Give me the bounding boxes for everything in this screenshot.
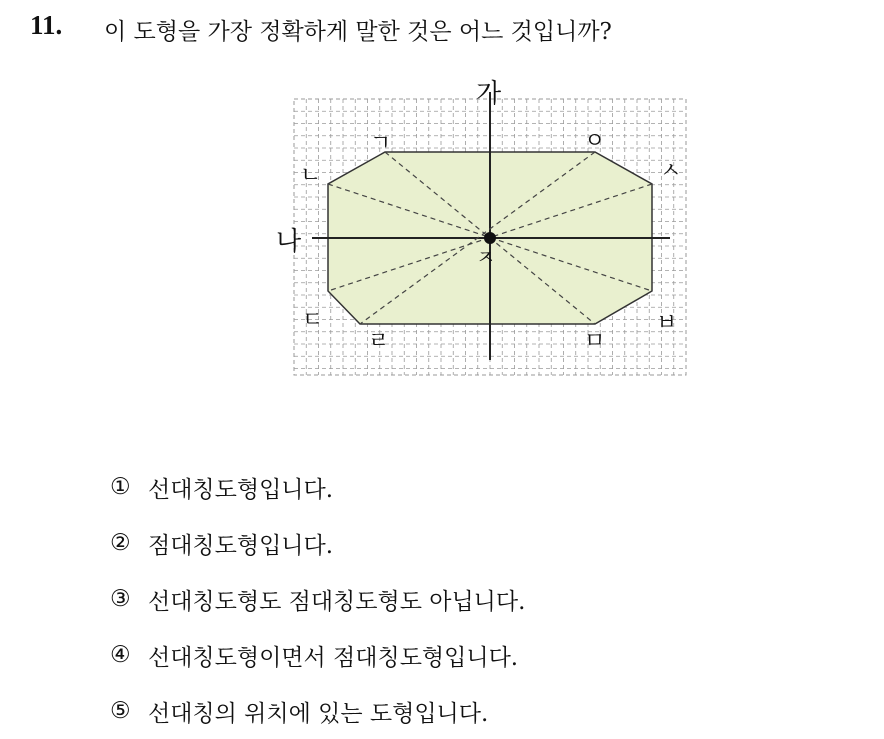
vertex-label-giyeok: ㄱ [370, 131, 392, 156]
choice-1[interactable] [110, 459, 525, 515]
center-point [484, 232, 496, 244]
choice-3[interactable] [110, 571, 525, 627]
vertex-label-siot: ㅅ [660, 159, 682, 184]
choice-2[interactable] [110, 515, 525, 571]
question-text: 이 도형을 가장 정확하게 말한 것은 어느 것입니까? [104, 19, 612, 45]
choice-2-marker: ② [110, 530, 131, 556]
vertex-label-ieung: ㅇ [584, 129, 606, 154]
choice-1-marker: ① [110, 474, 131, 500]
choice-3-marker: ③ [110, 586, 131, 612]
choice-1-text: 선대칭도형입니다. [148, 476, 334, 503]
answer-choices [110, 459, 525, 739]
vertex-label-rieul: ㄹ [368, 329, 390, 354]
vertex-label-bieup: ㅂ [656, 311, 678, 336]
axis-label-ga: 가 [476, 79, 502, 109]
axis-label-na: 나 [276, 227, 302, 257]
choice-2-text: 점대칭도형입니다. [148, 532, 334, 559]
question-number: 11. [30, 10, 63, 40]
vertex-label-nieun: ㄴ [300, 163, 322, 188]
vertex-label-digeut: ㄷ [302, 308, 324, 333]
choice-4[interactable] [110, 627, 525, 683]
choice-4-marker: ④ [110, 642, 131, 668]
choice-5[interactable] [110, 683, 525, 739]
octagon-figure [270, 78, 690, 380]
choice-4-text: 선대칭도형이면서 점대칭도형입니다. [148, 644, 519, 671]
vertex-label-jieut: ㅈ [476, 245, 496, 269]
vertex-label-mieum: ㅁ [584, 329, 606, 354]
choice-3-text: 선대칭도형도 점대칭도형도 아닙니다. [148, 588, 526, 615]
choice-5-text: 선대칭의 위치에 있는 도형입니다. [148, 700, 489, 727]
choice-5-marker: ⑤ [110, 698, 131, 724]
